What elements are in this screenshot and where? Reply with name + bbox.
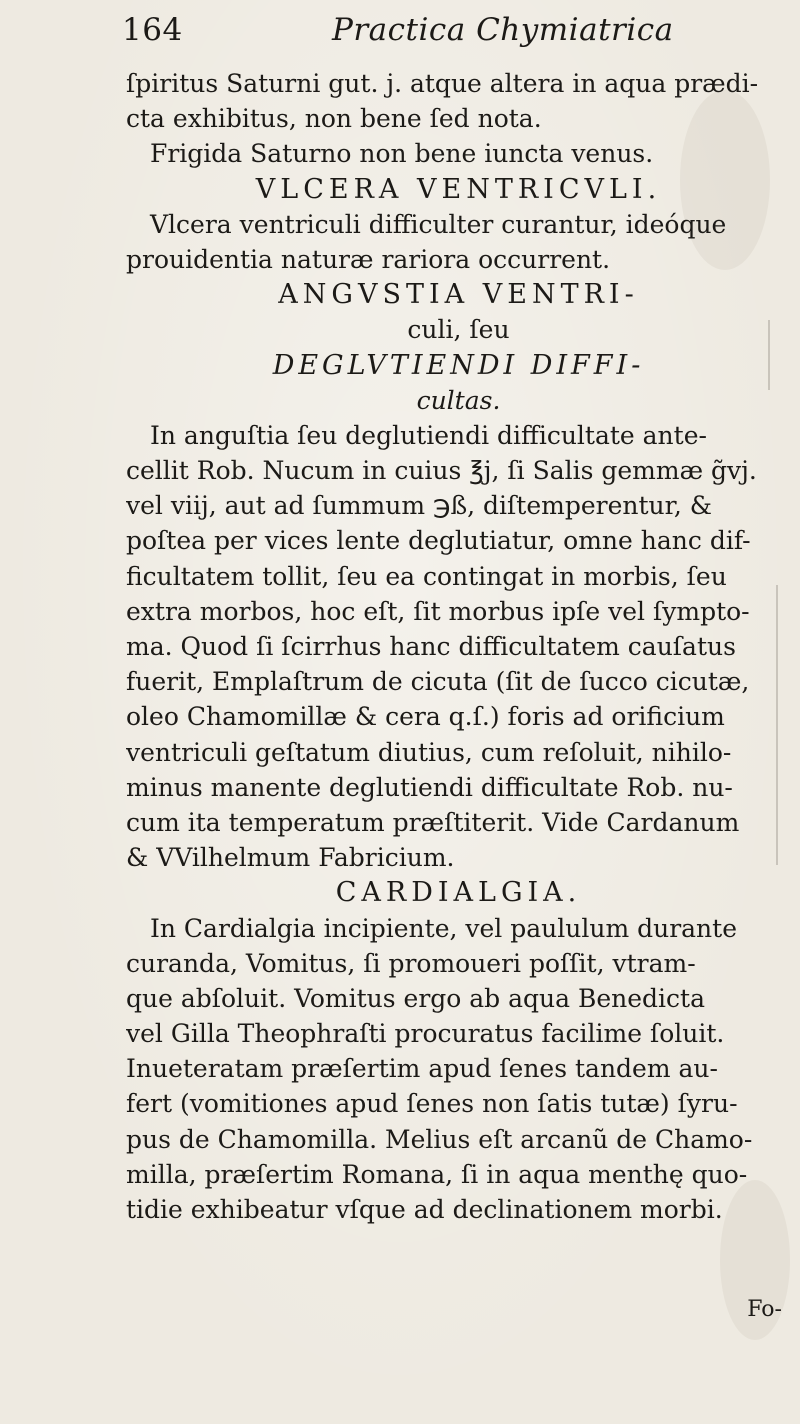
text-line: milla, præſertim Romana, ſi in aqua menthę quo- [126, 1159, 748, 1189]
text-line: VLCERA VENTRICVLI. [255, 173, 662, 205]
text-line: culi, ſeu [407, 315, 510, 345]
text-line: CARDIALGIA. [335, 877, 582, 909]
page-header [122, 12, 782, 62]
text-line: que abſoluit. Vomitus ergo ab aqua Benedicta [126, 983, 706, 1013]
text-line: Inueteratam præſertim apud ſenes tandem au- [126, 1054, 718, 1084]
text-line: cum ita temperatum præſtiterit. Vide Cardanum [126, 807, 740, 837]
text-line: oleo Chamomillæ & cera q.ſ.) foris ad orificium [126, 702, 725, 732]
text-line: ficultatem tollit, ſeu ea contingat in morbis, ſeu [126, 561, 727, 591]
text-line: DEGLVTIENDI DIFFI- [272, 349, 645, 381]
text-line: ma. Quod ſi ſcirrhus hanc difficultatem cauſatus [126, 632, 736, 661]
text-line: curanda, Vomitus, ſi promoueri poſſit, vtram- [126, 948, 696, 978]
text-block [126, 66, 791, 1227]
text-line: In Cardialgia incipiente, vel paululum durante [150, 913, 737, 943]
text-line: fert (vomitiones apud ſenes non ſatis tutæ) ſyru- [126, 1089, 738, 1119]
text-line: In anguſtia ſeu deglutiendi difficultate ante- [150, 420, 707, 450]
text-line: tidie exhibeatur vſque ad declinationem morbi. [126, 1195, 723, 1224]
text-line: cultas. [416, 385, 501, 415]
text-line: ventriculi geſtatum diutius, cum reſoluit, nihilo- [126, 737, 732, 767]
page-number: 164 [122, 12, 183, 48]
text-line: Vlcera ventriculi difficulter curantur, ideóque [150, 209, 727, 239]
text-line: prouidentia naturæ rariora occurrent. [126, 244, 611, 274]
text-line: fuerit, Emplaſtrum de cicuta (ſit de ſucco cicutæ, [126, 667, 750, 697]
text-line: vel Gilla Theophraſti procuratus facilime ſoluit. [126, 1019, 725, 1049]
text-line: poſtea per vices lente deglutiatur, omne hanc dif- [126, 526, 751, 556]
text-line: Frigida Saturno non bene iuncta venus. [150, 139, 654, 169]
text-line: extra morbos, hoc eſt, ſit morbus ipſe vel ſympto- [126, 596, 750, 626]
running-title: Practica Chymiatrica [332, 12, 674, 48]
text-line: minus manente deglutiendi difficultate Rob. nu- [126, 772, 733, 802]
text-line: ſpiritus Saturni gut. j. atque altera in aqua prædi- [126, 69, 759, 98]
text-line: ANGVSTIA VENTRI- [278, 279, 639, 311]
text-line: cta exhibitus, non bene ſed nota. [126, 104, 542, 134]
text-line: pus de Chamomilla. Melius eſt arcanũ de Chamo- [126, 1124, 753, 1154]
catchword: Fo- [747, 1297, 782, 1322]
text-line: & VVilhelmum Fabricium. [126, 843, 455, 873]
text-line: vel viij, aut ad ſummum ℈ß, diſtemperentur, & [126, 491, 712, 521]
text-line: cellit Rob. Nucum in cuius ℥j, ſi Salis gemmæ g̃vj. [126, 456, 757, 486]
